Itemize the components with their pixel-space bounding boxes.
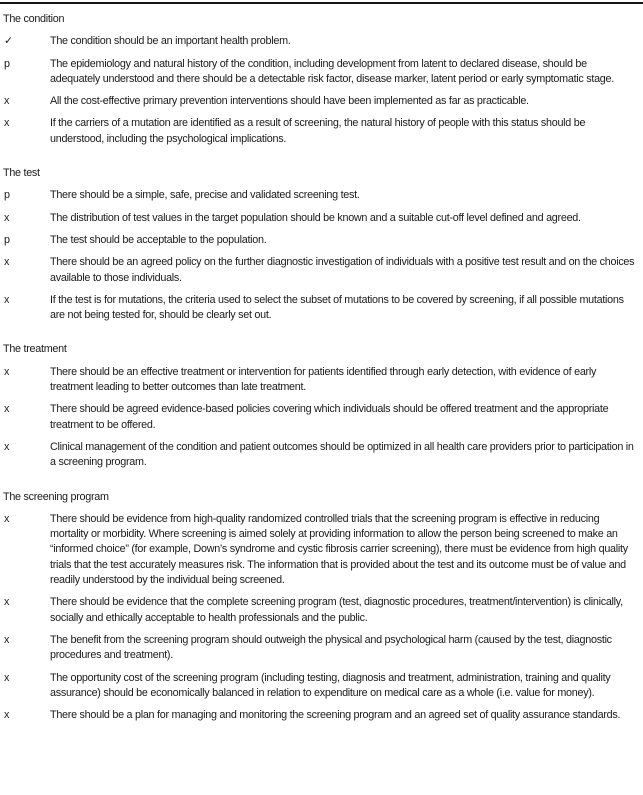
criteria-item (2, 671, 638, 702)
criteria-item (2, 365, 638, 396)
item-text: If the carriers of a mutation are identified as a result of screening, the natural history of people with this status should be understood, including the psychological implications. (50, 117, 586, 145)
criteria-item (2, 188, 638, 203)
criteria-section (2, 166, 638, 323)
x-marker: x (4, 95, 10, 108)
x-marker: x (4, 633, 10, 646)
item-text: The condition should be an important health problem. (50, 35, 291, 48)
item-text: There should be a simple, safe, precise and validated screening test. (50, 189, 360, 202)
criteria-item (2, 440, 638, 471)
criteria-item (2, 402, 638, 433)
x-marker: x (4, 256, 10, 269)
x-marker: x (4, 596, 10, 609)
section-items (2, 512, 638, 724)
criteria-table (2, 12, 638, 723)
criteria-section (2, 490, 638, 724)
criteria-section (2, 342, 638, 470)
criteria-item (2, 116, 638, 147)
section-items (2, 34, 638, 147)
item-text: The epidemiology and natural history of the condition, including development from latent to declared disease, should be adequately understood and there should be a detectable risk factor, disease marker, latent period or early symptomatic stage. (50, 57, 614, 85)
x-marker: x (4, 440, 10, 453)
item-text: The opportunity cost of the screening program (including testing, diagnosis and treatment, administration, training and quality assurance) should be economically balanced in relation to expenditure on medical care as a whole (i.e. value for money). (50, 671, 611, 699)
x-marker: x (4, 211, 10, 224)
item-text: There should be an agreed policy on the further diagnostic investigation of individuals with a positive test result and on the choices available to those individuals. (50, 256, 635, 284)
item-text: The benefit from the screening program should outweigh the physical and psychological harm (caused by the test, diagnostic procedures and treatment). (50, 633, 612, 662)
criteria-item (2, 512, 638, 588)
x-marker: x (4, 117, 10, 130)
x-marker: x (4, 709, 10, 722)
item-text: There should be evidence from high-quality randomized controlled trials that the screening program is effective in reducing mortality or morbidity. Where screening is aimed solely at providing information to allow the person being screened to make an “informed choice” (for example, Down’s syndrome and cystic fibrosis carrier screening), there must be evidence from high quality trials that the test accurately measures risk. The information that is provided about the test and its outcome must be of value and readily understood by the individual being screened. (50, 512, 628, 587)
criteria-item (2, 255, 638, 286)
criteria-item (2, 595, 638, 626)
section-title: The condition (3, 13, 65, 25)
item-text: Clinical management of the condition and patient outcomes should be optimized in all health care providers prior to participation in a screening program. (50, 440, 634, 469)
item-text: There should be a plan for managing and monitoring the screening program and an agreed set of quality assurance standards. (50, 709, 621, 722)
criteria-item (2, 233, 638, 248)
item-text: There should be evidence that the complete screening program (test, diagnostic procedures, treatment/intervention) is clinically, socially and ethically acceptable to health professionals and the public. (50, 596, 623, 624)
partial-marker: p (4, 57, 10, 70)
section-title: The screening program (3, 490, 109, 503)
criteria-item (2, 34, 638, 49)
criteria-item (2, 633, 638, 664)
x-marker: x (4, 365, 10, 378)
x-marker: x (4, 512, 10, 525)
criteria-item (2, 293, 638, 324)
check-mark-icon: ✓ (4, 35, 13, 48)
item-text: There should be an effective treatment or intervention for patients identified through early detection, with evidence of early treatment leading to better outcomes than late treatment. (50, 365, 597, 394)
section-title: The treatment (3, 343, 67, 356)
x-marker: x (4, 293, 10, 306)
partial-marker: p (4, 233, 10, 246)
x-marker: x (4, 403, 10, 416)
criteria-item (2, 708, 638, 723)
section-items (2, 188, 638, 323)
criteria-section (2, 12, 638, 147)
item-text: The test should be acceptable to the population. (50, 233, 267, 246)
table-top-rule (0, 2, 643, 4)
item-text: There should be agreed evidence-based policies covering which individuals should be offered treatment and the appropriate treatment to be offered. (50, 403, 609, 431)
criteria-item (2, 211, 638, 226)
item-text: The distribution of test values in the target population should be known and a suitable cut-off level defined and agreed. (50, 211, 581, 224)
partial-marker: p (4, 189, 10, 202)
x-marker: x (4, 671, 10, 684)
item-text: If the test is for mutations, the criteria used to select the subset of mutations to be covered by screening, if all possible mutations are not being tested for, should be clearly set out. (50, 293, 624, 322)
item-text: All the cost-effective primary prevention interventions should have been implemented as far as practicable. (50, 95, 529, 108)
section-items (2, 365, 638, 471)
criteria-item (2, 94, 638, 109)
section-title: The test (3, 167, 40, 180)
criteria-item (2, 57, 638, 88)
